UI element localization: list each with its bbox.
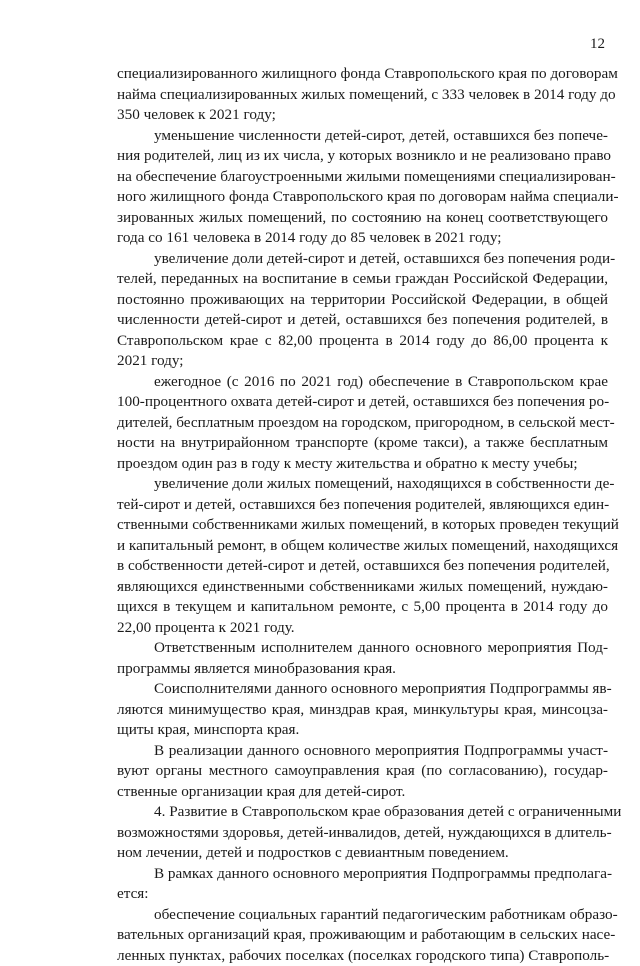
text-line: являющихся единственными собственниками жилых помещений, нуждаю- [117, 577, 608, 598]
text-line: щихся в текущем и капитальном ремонте, с 5,00 процента в 2014 году до [117, 597, 608, 618]
paragraph [117, 372, 608, 475]
text-line: 4. Развитие в Ставропольском крае образования детей с ограниченными [117, 802, 608, 823]
paragraph [117, 741, 608, 803]
text-line: вательных организаций края, проживающим и работающим в сельских насе- [117, 925, 608, 946]
paragraph [117, 638, 608, 679]
text-line: в собственности детей-сирот и детей, оставшихся без попечения родителей, [117, 556, 608, 577]
text-line: программы является минобразования края. [117, 659, 608, 680]
text-line: дителей, бесплатным проездом на городском, пригородном, в сельской мест- [117, 413, 608, 434]
text-line: В рамках данного основного мероприятия Подпрограммы предполага- [117, 864, 608, 885]
text-line: 100-процентного охвата детей-сирот и детей, оставшихся без попечения ро- [117, 392, 608, 413]
text-line: увеличение доли жилых помещений, находящихся в собственности де- [117, 474, 608, 495]
text-line: и капитальный ремонт, в общем количестве жилых помещений, находящихся [117, 536, 608, 557]
paragraph [117, 249, 608, 372]
text-line: ственные организации края для детей-сирот. [117, 782, 608, 803]
text-line: щиты края, минспорта края. [117, 720, 608, 741]
text-line: ного жилищного фонда Ставропольского края по договорам найма специали- [117, 187, 608, 208]
text-line: Ответственным исполнителем данного основного мероприятия Под- [117, 638, 608, 659]
text-line: года со 161 человека в 2014 году до 85 человек в 2021 году; [117, 228, 608, 249]
text-line: зированных жилых помещений, по состоянию на конец соответствующего [117, 208, 608, 229]
text-line: возможностями здоровья, детей-инвалидов, детей, нуждающихся в длитель- [117, 823, 608, 844]
body-text [117, 64, 608, 966]
text-line: найма специализированных жилых помещений, с 333 человек в 2014 году до [117, 85, 608, 106]
text-line: ния родителей, лиц из их числа, у которых возникло и не реализовано право [117, 146, 608, 167]
text-line: ленных пунктах, рабочих поселках (поселках городского типа) Ставрополь- [117, 946, 608, 966]
text-line: ежегодное (с 2016 по 2021 год) обеспечение в Ставропольском крае [117, 372, 608, 393]
paragraph [117, 802, 608, 864]
paragraph [117, 474, 608, 638]
text-line: проездом один раз в году к месту жительства и обратно к месту учебы; [117, 454, 608, 475]
text-line: ном лечении, детей и подростков с девиантным поведением. [117, 843, 608, 864]
paragraph [117, 905, 608, 966]
text-line: Соисполнителями данного основного мероприятия Подпрограммы яв- [117, 679, 608, 700]
paragraph [117, 64, 608, 126]
text-line: тей-сирот и детей, оставшихся без попечения родителей, являющихся един- [117, 495, 608, 516]
text-line: 22,00 процента к 2021 году. [117, 618, 608, 639]
text-line: обеспечение социальных гарантий педагогическим работникам образо- [117, 905, 608, 926]
text-line: Ставропольском крае с 82,00 процента в 2014 году до 86,00 процента к [117, 331, 608, 352]
text-line: вуют органы местного самоуправления края (по согласованию), государ- [117, 761, 608, 782]
paragraph [117, 679, 608, 741]
text-line: 350 человек к 2021 году; [117, 105, 608, 126]
text-line: 2021 году; [117, 351, 608, 372]
text-line: телей, переданных на воспитание в семьи граждан Российской Федерации, [117, 269, 608, 290]
text-line: ственными собственниками жилых помещений, в которых проведен текущий [117, 515, 608, 536]
text-line: постоянно проживающих на территории Российской Федерации, в общей [117, 290, 608, 311]
page-number: 12 [590, 36, 605, 53]
text-line: на обеспечение благоустроенными жилыми помещениями специализирован- [117, 167, 608, 188]
paragraph [117, 864, 608, 905]
text-line: ется: [117, 884, 608, 905]
text-line: уменьшение численности детей-сирот, детей, оставшихся без попече- [117, 126, 608, 147]
text-line: ляются минимущество края, минздрав края, минкультуры края, минсоцза- [117, 700, 608, 721]
text-line: В реализации данного основного мероприятия Подпрограммы участ- [117, 741, 608, 762]
text-line: ности на внутрирайонном транспорте (кроме такси), а также бесплатным [117, 433, 608, 454]
text-line: численности детей-сирот и детей, оставшихся без попечения родителей, в [117, 310, 608, 331]
text-line: увеличение доли детей-сирот и детей, оставшихся без попечения роди- [117, 249, 608, 270]
text-line: специализированного жилищного фонда Ставропольского края по договорам [117, 64, 608, 85]
paragraph [117, 126, 608, 249]
